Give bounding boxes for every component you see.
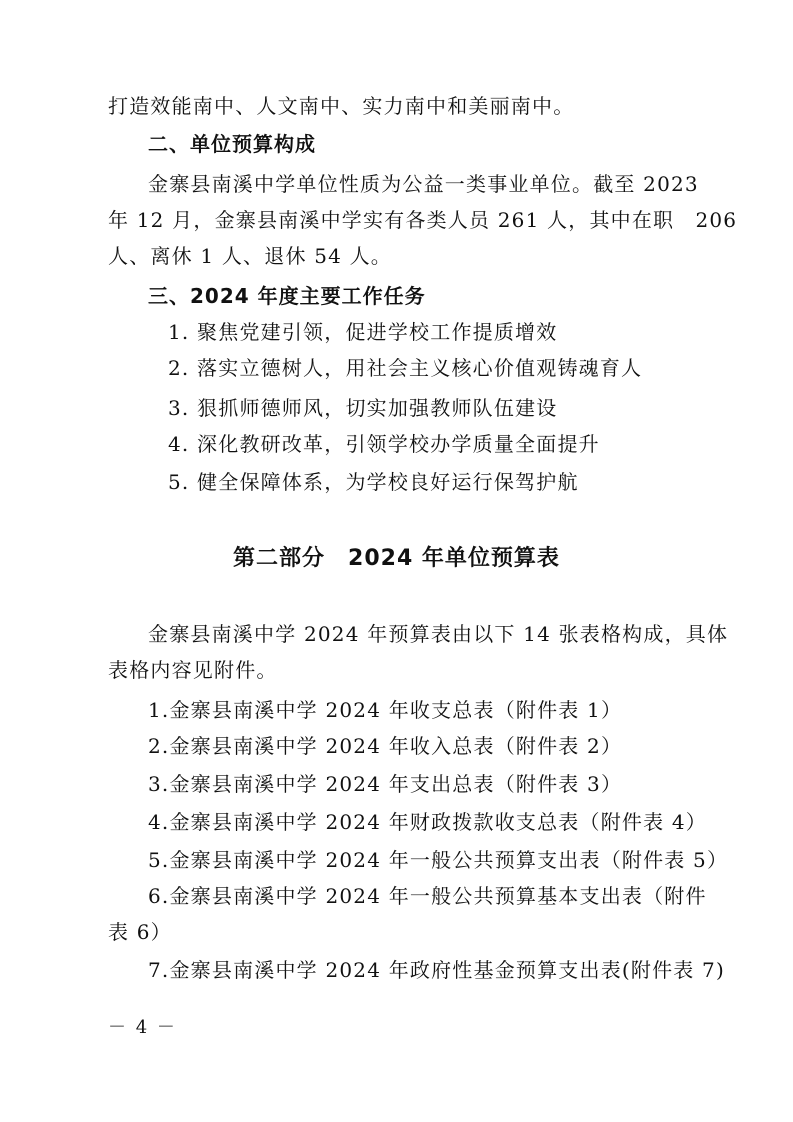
task-item: 3. 狠抓师德师风，切实加强教师队伍建设 (168, 396, 558, 420)
table-list-item: 2.金寨县南溪中学 2024 年收入总表（附件表 2） (148, 734, 623, 758)
table-list-item: 6.金寨县南溪中学 2024 年一般公共预算基本支出表（附件 (148, 884, 707, 908)
task-item: 4. 深化教研改革，引领学校办学质量全面提升 (168, 432, 600, 456)
section2-heading: 二、单位预算构成 (148, 132, 316, 156)
task-item: 2. 落实立德树人，用社会主义核心价值观铸魂育人 (168, 356, 643, 380)
page-number: － 4 － (108, 1017, 177, 1038)
part2-intro-line: 表格内容见附件。 (108, 658, 278, 682)
section2-paragraph-line: 人、离休 1 人、退休 54 人。 (108, 244, 393, 268)
table-list-item: 3.金寨县南溪中学 2024 年支出总表（附件表 3） (148, 772, 623, 796)
table-list-item: 7.金寨县南溪中学 2024 年政府性基金预算支出表(附件表 7) (148, 958, 725, 982)
part2-title: 第二部分 2024 年单位预算表 (233, 546, 560, 571)
part2-intro-line: 金寨县南溪中学 2024 年预算表由以下 14 张表格构成，具体 (148, 622, 729, 646)
section2-paragraph-line: 金寨县南溪中学单位性质为公益一类事业单位。截至 2023 (148, 172, 699, 196)
section2-paragraph-line: 年 12 月，金寨县南溪中学实有各类人员 261 人，其中在职 206 (108, 208, 738, 232)
task-item: 5. 健全保障体系，为学校良好运行保驾护航 (168, 470, 579, 494)
table-list-item: 5.金寨县南溪中学 2024 年一般公共预算支出表（附件表 5） (148, 848, 729, 872)
task-item: 1. 聚焦党建引领，促进学校工作提质增效 (168, 320, 558, 344)
table-list-item: 1.金寨县南溪中学 2024 年收支总表（附件表 1） (148, 698, 623, 722)
intro-tail-text: 打造效能南中、人文南中、实力南中和美丽南中。 (108, 94, 575, 118)
table-list-item-continuation: 表 6） (108, 920, 172, 944)
section3-heading: 三、2024 年度主要工作任务 (148, 284, 426, 308)
table-list-item: 4.金寨县南溪中学 2024 年财政拨款收支总表（附件表 4） (148, 810, 707, 834)
